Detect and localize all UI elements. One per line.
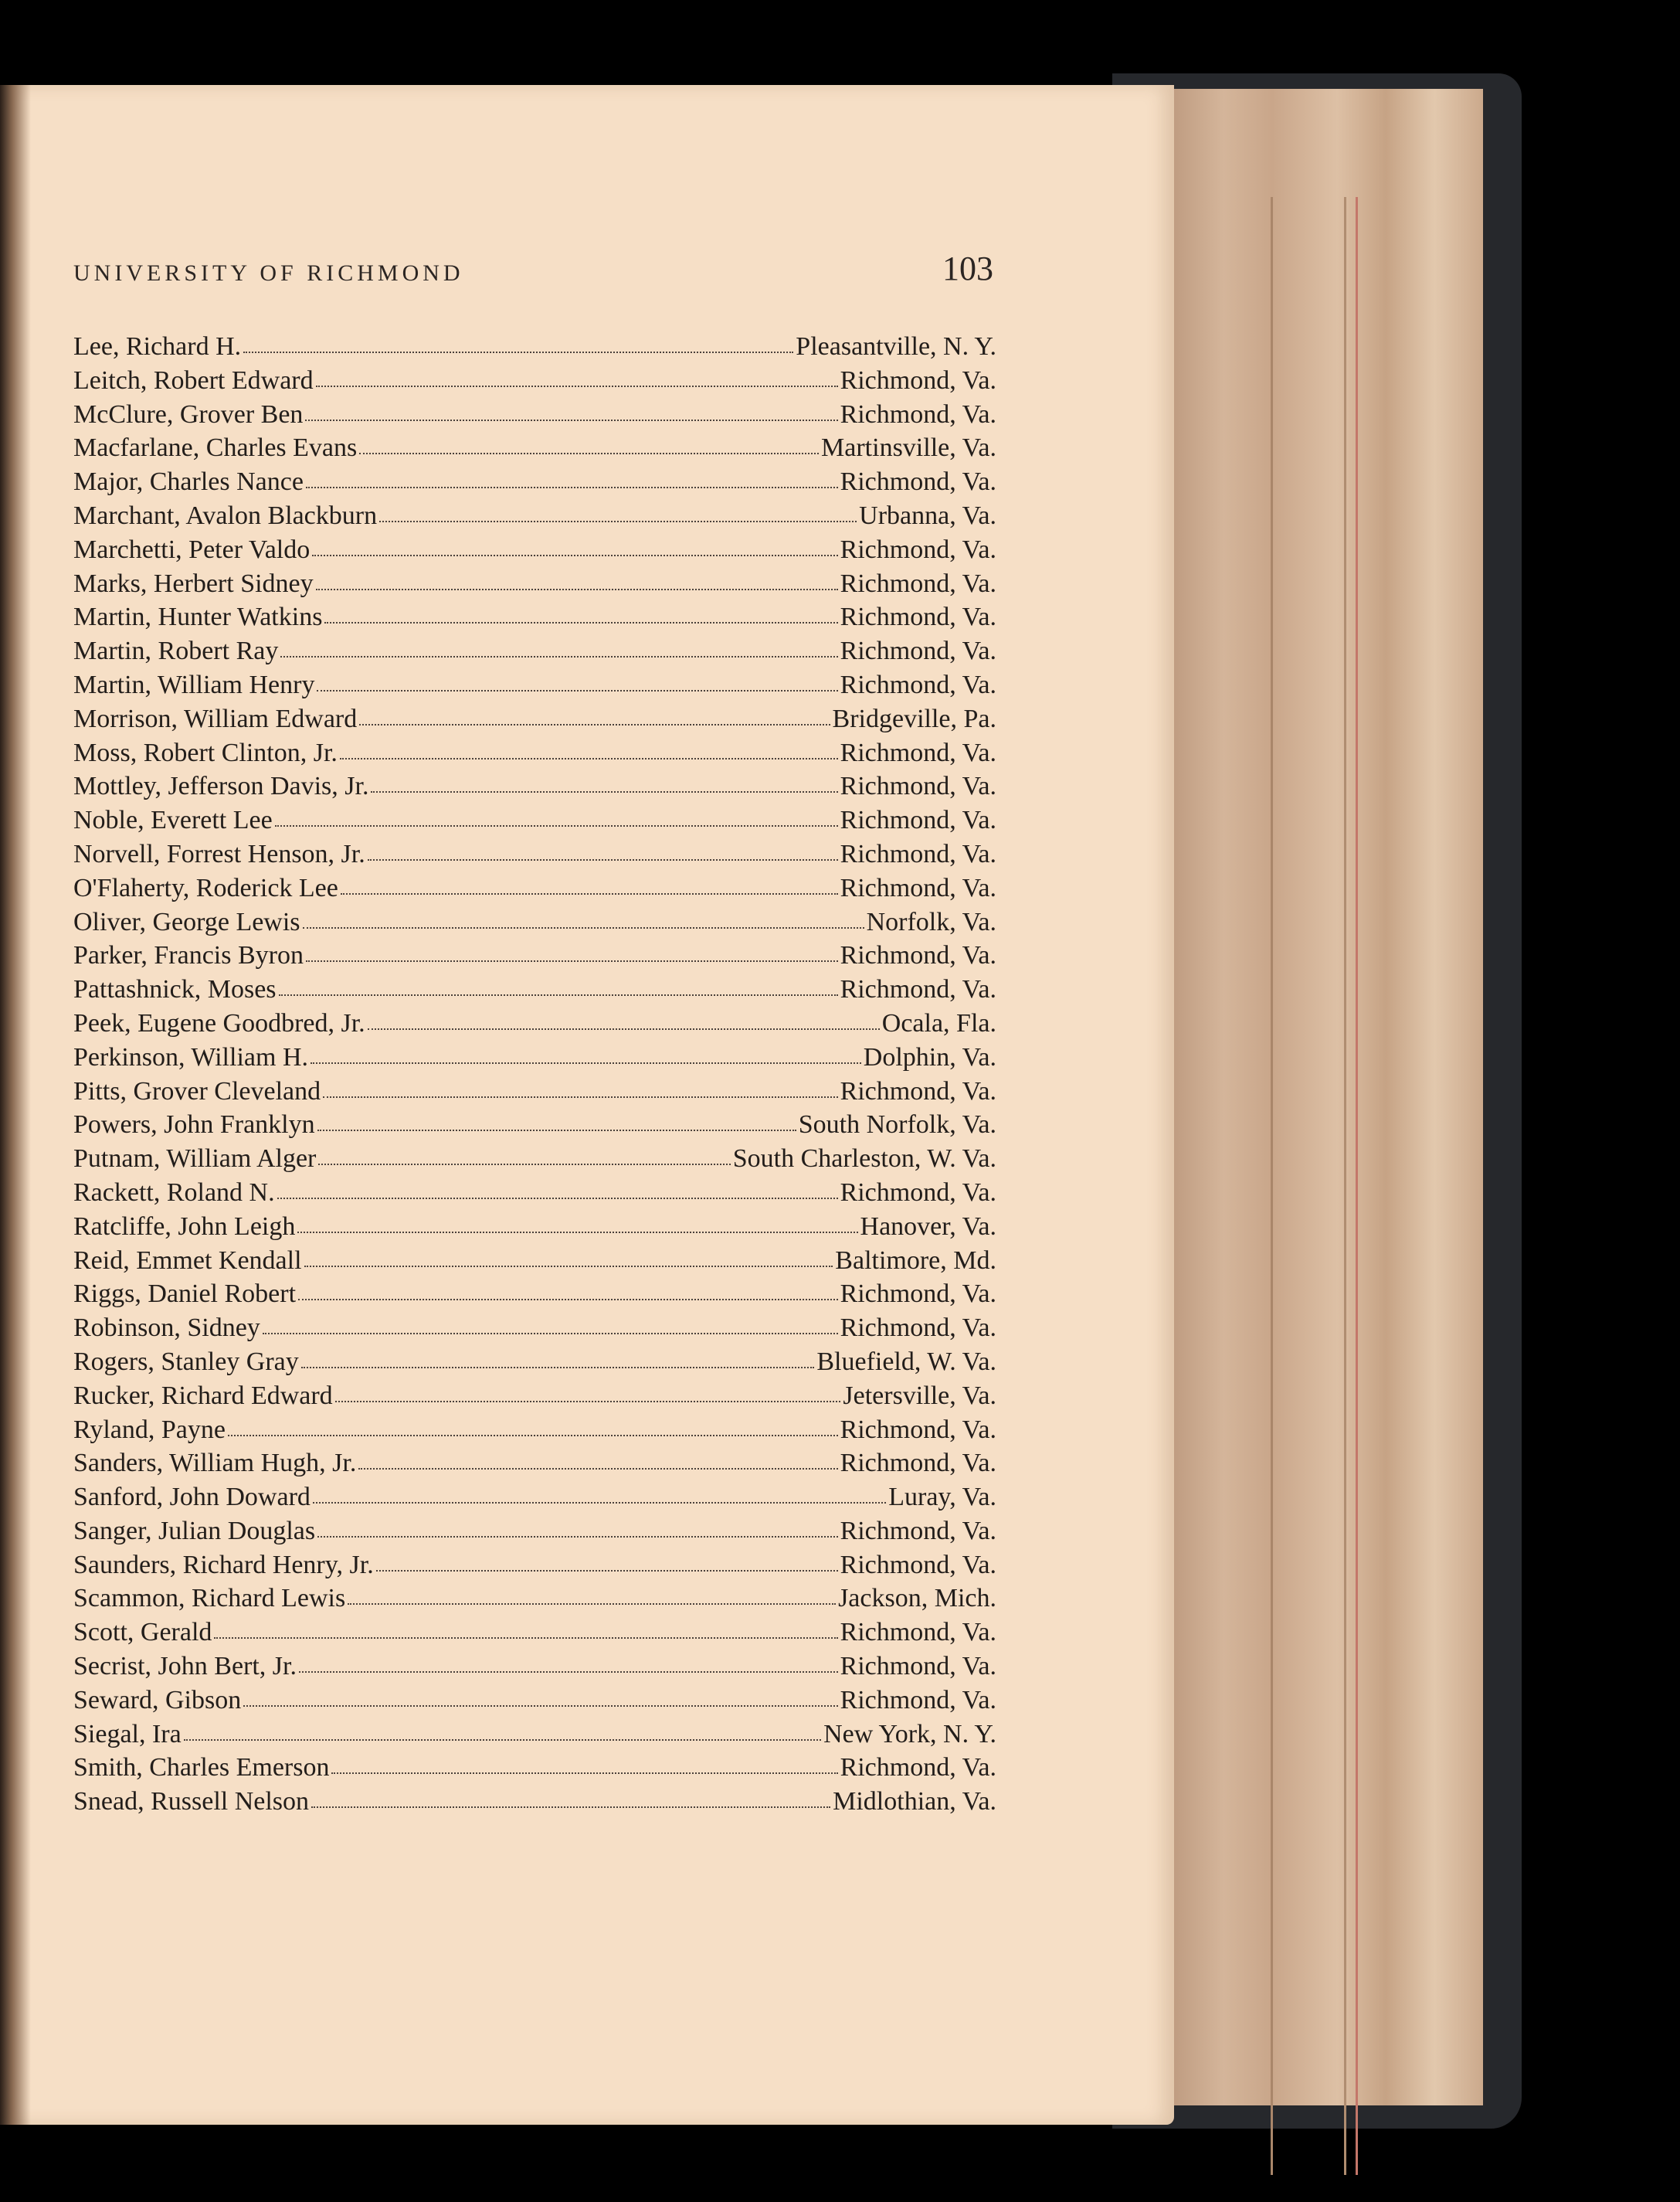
entry-name: Martin, William Henry bbox=[73, 670, 315, 699]
directory-entry bbox=[73, 1415, 996, 1449]
directory-entry bbox=[73, 908, 996, 942]
entry-hometown: South Norfolk, Va. bbox=[798, 1110, 996, 1140]
entry-name: O'Flaherty, Roderick Lee bbox=[73, 873, 338, 902]
running-header-title: UNIVERSITY OF RICHMOND bbox=[73, 260, 464, 286]
dot-leader bbox=[323, 1093, 837, 1098]
entry-hometown: Richmond, Va. bbox=[840, 1449, 996, 1478]
directory-entry bbox=[73, 1347, 996, 1381]
directory-entry bbox=[73, 1009, 996, 1043]
entry-name: Robinson, Sidney bbox=[73, 1313, 260, 1343]
entry-hometown: Jetersville, Va. bbox=[843, 1381, 996, 1410]
entry-name: Noble, Everett Lee bbox=[73, 806, 273, 835]
page-edge-line bbox=[1271, 197, 1273, 2175]
directory-entry bbox=[73, 705, 996, 739]
directory-entry bbox=[73, 739, 996, 773]
entry-name: Macfarlane, Charles Evans bbox=[73, 433, 358, 463]
entry-hometown: Urbanna, Va. bbox=[859, 501, 996, 530]
entry-name: Sanford, John Doward bbox=[73, 1483, 311, 1512]
directory-entry bbox=[73, 1551, 996, 1585]
directory-entry bbox=[73, 433, 996, 467]
entry-name: Peek, Eugene Goodbred, Jr. bbox=[73, 1008, 365, 1038]
directory-entry bbox=[73, 1686, 996, 1720]
dot-leader bbox=[318, 1160, 730, 1165]
dot-leader bbox=[275, 822, 838, 827]
dot-leader bbox=[313, 1499, 886, 1504]
entry-name: Lee, Richard H. bbox=[73, 332, 242, 361]
entry-hometown: Hanover, Va. bbox=[860, 1211, 996, 1241]
directory-entry bbox=[73, 1077, 996, 1111]
entry-name: Norvell, Forrest Henson, Jr. bbox=[73, 839, 365, 868]
entry-name: Powers, John Franklyn bbox=[73, 1110, 315, 1140]
dot-leader bbox=[324, 619, 837, 624]
directory-entry bbox=[73, 1652, 996, 1686]
entry-hometown: Ocala, Fla. bbox=[881, 1008, 996, 1038]
directory-entry bbox=[73, 1449, 996, 1483]
entry-name: Siegal, Ira bbox=[73, 1719, 182, 1748]
dot-leader bbox=[306, 484, 838, 488]
dot-leader bbox=[280, 653, 837, 658]
entry-name: Marks, Herbert Sidney bbox=[73, 569, 314, 598]
directory-entry bbox=[73, 1381, 996, 1415]
entry-hometown: Richmond, Va. bbox=[840, 569, 996, 598]
dot-leader bbox=[317, 1126, 796, 1131]
dot-leader bbox=[317, 687, 837, 692]
entry-hometown: Richmond, Va. bbox=[840, 1076, 996, 1106]
entry-name: Morrison, William Edward bbox=[73, 704, 358, 733]
entry-name: Parker, Francis Byron bbox=[73, 941, 304, 970]
directory-entry bbox=[73, 400, 996, 434]
directory-entry bbox=[73, 467, 996, 501]
entry-hometown: Midlothian, Va. bbox=[833, 1787, 996, 1816]
directory-entry bbox=[73, 840, 996, 874]
directory-entry bbox=[73, 1517, 996, 1551]
entry-hometown: Norfolk, Va. bbox=[866, 907, 996, 936]
entry-hometown: Richmond, Va. bbox=[840, 1415, 996, 1444]
page-edge-line bbox=[1344, 197, 1346, 2175]
dot-leader bbox=[348, 1600, 836, 1605]
directory-entry bbox=[73, 941, 996, 975]
dot-leader bbox=[228, 1432, 838, 1436]
entry-name: Marchetti, Peter Valdo bbox=[73, 535, 311, 564]
dot-leader bbox=[243, 1702, 837, 1707]
dot-leader bbox=[306, 957, 838, 962]
student-directory-list bbox=[73, 332, 996, 1821]
entry-name: Rogers, Stanley Gray bbox=[73, 1347, 299, 1376]
entry-name: McClure, Grover Ben bbox=[73, 399, 304, 429]
directory-entry bbox=[73, 1212, 996, 1246]
entry-name: Riggs, Daniel Robert bbox=[73, 1279, 297, 1309]
entry-name: Snead, Russell Nelson bbox=[73, 1787, 310, 1816]
entry-hometown: Bridgeville, Pa. bbox=[832, 704, 996, 733]
directory-entry bbox=[73, 332, 996, 366]
dot-leader bbox=[279, 991, 838, 996]
entry-name: Leitch, Robert Edward bbox=[73, 365, 314, 395]
directory-entry bbox=[73, 569, 996, 603]
entry-name: Seward, Gibson bbox=[73, 1685, 242, 1714]
dot-leader bbox=[304, 1262, 833, 1267]
entry-hometown: Richmond, Va. bbox=[840, 941, 996, 970]
directory-entry bbox=[73, 1753, 996, 1787]
dot-leader bbox=[312, 552, 837, 556]
entry-hometown: Jackson, Mich. bbox=[838, 1584, 996, 1613]
dot-leader bbox=[368, 856, 838, 861]
directory-entry bbox=[73, 1279, 996, 1313]
dot-leader bbox=[305, 416, 837, 421]
directory-entry bbox=[73, 1584, 996, 1618]
dot-leader bbox=[316, 586, 838, 590]
dot-leader bbox=[243, 348, 793, 353]
entry-hometown: Richmond, Va. bbox=[840, 637, 996, 666]
dot-leader bbox=[297, 1228, 857, 1233]
entry-hometown: Richmond, Va. bbox=[840, 1685, 996, 1714]
dot-leader bbox=[263, 1330, 838, 1334]
dot-leader bbox=[340, 755, 838, 759]
entry-name: Sanger, Julian Douglas bbox=[73, 1516, 316, 1545]
dot-leader bbox=[359, 721, 830, 726]
entry-name: Oliver, George Lewis bbox=[73, 907, 300, 936]
dot-leader bbox=[331, 1769, 837, 1774]
entry-name: Putnam, William Alger bbox=[73, 1144, 317, 1174]
entry-name: Marchant, Avalon Blackburn bbox=[73, 501, 378, 530]
directory-entry bbox=[73, 1110, 996, 1144]
dot-leader bbox=[184, 1736, 821, 1741]
directory-entry bbox=[73, 671, 996, 705]
directory-entry bbox=[73, 806, 996, 840]
entry-hometown: Richmond, Va. bbox=[840, 1652, 996, 1681]
entry-hometown: Richmond, Va. bbox=[840, 670, 996, 699]
entry-hometown: Pleasantville, N. Y. bbox=[796, 332, 996, 361]
entry-hometown: Richmond, Va. bbox=[840, 467, 996, 497]
entry-name: Rucker, Richard Edward bbox=[73, 1381, 333, 1410]
dot-leader bbox=[298, 1296, 838, 1300]
directory-entry bbox=[73, 603, 996, 637]
page-gutter-shadow bbox=[0, 85, 31, 2125]
directory-entry bbox=[73, 535, 996, 569]
entry-name: Ryland, Payne bbox=[73, 1415, 226, 1444]
entry-hometown: Richmond, Va. bbox=[840, 975, 996, 1004]
entry-hometown: Richmond, Va. bbox=[840, 535, 996, 564]
dot-leader bbox=[277, 1194, 838, 1199]
directory-entry bbox=[73, 1043, 996, 1077]
page-edges bbox=[1159, 89, 1483, 2105]
directory-entry bbox=[73, 366, 996, 400]
dot-leader bbox=[299, 1668, 838, 1673]
dot-leader bbox=[358, 1465, 837, 1470]
entry-hometown: Richmond, Va. bbox=[840, 1279, 996, 1309]
entry-name: Scott, Gerald bbox=[73, 1618, 212, 1647]
entry-hometown: New York, N. Y. bbox=[823, 1719, 996, 1748]
entry-hometown: Richmond, Va. bbox=[840, 1516, 996, 1545]
dot-leader bbox=[317, 1533, 837, 1538]
entry-hometown: Richmond, Va. bbox=[840, 1618, 996, 1647]
dot-leader bbox=[335, 1398, 841, 1402]
entry-hometown: Richmond, Va. bbox=[840, 738, 996, 767]
directory-entry bbox=[73, 1483, 996, 1517]
dot-leader bbox=[359, 450, 819, 454]
entry-name: Perkinson, William H. bbox=[73, 1042, 308, 1072]
dot-leader bbox=[376, 1567, 838, 1572]
entry-name: Scammon, Richard Lewis bbox=[73, 1584, 346, 1613]
entry-hometown: Richmond, Va. bbox=[840, 1753, 996, 1782]
directory-entry bbox=[73, 637, 996, 671]
dot-leader bbox=[341, 890, 838, 895]
entry-name: Saunders, Richard Henry, Jr. bbox=[73, 1550, 374, 1579]
entry-hometown: Dolphin, Va. bbox=[863, 1042, 996, 1072]
entry-hometown: Richmond, Va. bbox=[840, 873, 996, 902]
dot-leader bbox=[311, 1803, 830, 1808]
directory-entry bbox=[73, 1246, 996, 1280]
directory-entry bbox=[73, 1618, 996, 1652]
entry-hometown: Richmond, Va. bbox=[840, 1550, 996, 1579]
dot-leader bbox=[301, 1364, 815, 1368]
entry-name: Rackett, Roland N. bbox=[73, 1177, 275, 1207]
entry-name: Pitts, Grover Cleveland bbox=[73, 1076, 321, 1106]
entry-hometown: Richmond, Va. bbox=[840, 1313, 996, 1343]
entry-hometown: South Charleston, W. Va. bbox=[732, 1144, 996, 1174]
entry-hometown: Bluefield, W. Va. bbox=[816, 1347, 996, 1376]
dot-leader bbox=[214, 1634, 837, 1639]
dot-leader bbox=[368, 1025, 880, 1030]
entry-name: Martin, Hunter Watkins bbox=[73, 603, 323, 632]
entry-hometown: Martinsville, Va. bbox=[821, 433, 996, 463]
directory-entry bbox=[73, 1178, 996, 1212]
page-edge-line bbox=[1356, 197, 1358, 2175]
dot-leader bbox=[311, 1059, 861, 1064]
dot-leader bbox=[316, 382, 838, 387]
entry-name: Sanders, William Hugh, Jr. bbox=[73, 1449, 357, 1478]
entry-hometown: Richmond, Va. bbox=[840, 603, 996, 632]
directory-entry bbox=[73, 1313, 996, 1347]
entry-name: Moss, Robert Clinton, Jr. bbox=[73, 738, 338, 767]
entry-hometown: Richmond, Va. bbox=[840, 839, 996, 868]
entry-name: Reid, Emmet Kendall bbox=[73, 1245, 302, 1275]
directory-entry bbox=[73, 1787, 996, 1821]
directory-entry bbox=[73, 1720, 996, 1754]
dot-leader bbox=[303, 924, 864, 929]
directory-entry bbox=[73, 501, 996, 535]
directory-entry bbox=[73, 1144, 996, 1178]
entry-hometown: Luray, Va. bbox=[888, 1483, 996, 1512]
directory-entry bbox=[73, 772, 996, 806]
entry-hometown: Richmond, Va. bbox=[840, 399, 996, 429]
directory-entry bbox=[73, 874, 996, 908]
entry-name: Major, Charles Nance bbox=[73, 467, 304, 497]
entry-name: Ratcliffe, John Leigh bbox=[73, 1211, 296, 1241]
entry-name: Secrist, John Bert, Jr. bbox=[73, 1652, 297, 1681]
entry-name: Smith, Charles Emerson bbox=[73, 1753, 330, 1782]
entry-name: Mottley, Jefferson Davis, Jr. bbox=[73, 772, 369, 801]
entry-hometown: Baltimore, Md. bbox=[835, 1245, 996, 1275]
dot-leader bbox=[379, 518, 857, 522]
dot-leader bbox=[371, 788, 837, 793]
page-number: 103 bbox=[942, 250, 993, 287]
entry-name: Martin, Robert Ray bbox=[73, 637, 279, 666]
entry-name: Pattashnick, Moses bbox=[73, 975, 277, 1004]
entry-hometown: Richmond, Va. bbox=[840, 365, 996, 395]
entry-hometown: Richmond, Va. bbox=[840, 772, 996, 801]
entry-hometown: Richmond, Va. bbox=[840, 1177, 996, 1207]
directory-entry bbox=[73, 975, 996, 1009]
entry-hometown: Richmond, Va. bbox=[840, 806, 996, 835]
